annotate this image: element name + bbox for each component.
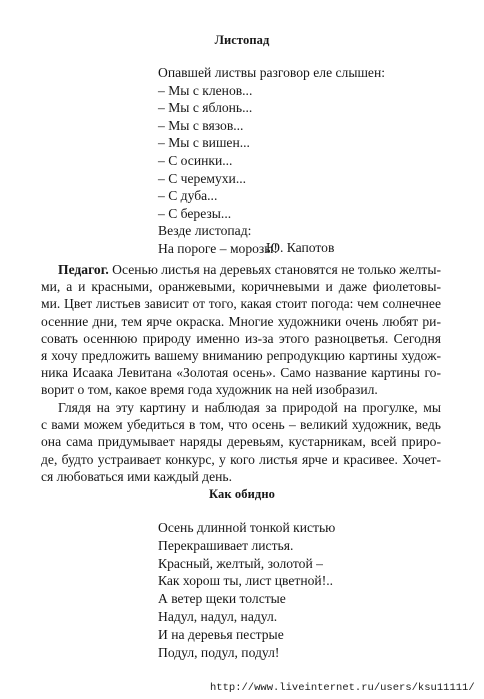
poem-line: Перекрашивает листья.: [158, 537, 294, 553]
poem-line: Подул, подул, подул!: [158, 644, 280, 660]
prose-line: с вами можем убедиться в том, что осень – великий художник, ведь: [41, 417, 441, 433]
poem-line: Осень длинной тонкой кистью: [158, 520, 336, 535]
poem-line: Как хорош ты, лист цветной!..: [158, 573, 334, 589]
prose-line: ся любоваться ими каждый день.: [41, 468, 233, 484]
prose-line: осенние дни, тем ярче окраска. Многие художники очень любят ри-: [41, 313, 441, 329]
prose-line: [41, 261, 441, 278]
poem-line: Красный, желтый, золотой –: [158, 555, 323, 571]
poem-line: Надул, надул, надул.: [158, 608, 278, 624]
prose-line: де, будто устраивает конкурс, у кого листья ярче и красивее. Хочет-: [41, 451, 441, 467]
poem-line: – С березы...: [158, 205, 232, 221]
prose-text: Осенью листья на деревьях становятся не только желты-: [108, 262, 442, 277]
poem-title-listopad: Листопад: [214, 33, 270, 47]
poem-line: – С осинки...: [158, 152, 233, 168]
source-url-watermark: http://www.liveinternet.ru/users/ksu11111/: [210, 682, 475, 694]
poem-line: – С дуба...: [158, 188, 218, 204]
prose-line: она сама придумывает наряды деревьям, кустарникам, всей приро-: [41, 434, 441, 450]
poem-kak-obidno: [158, 519, 335, 661]
poem-line: Опавшей листвы разговор еле слышен:: [158, 65, 386, 80]
prose-line: Глядя на эту картину и наблюдая за природой на прогулке, мы: [58, 400, 441, 415]
prose-line: ми, а и красными, оранжевыми, коричневыми и даже фиолетовы-: [41, 279, 441, 295]
prose-line: совать осеннюю природу именно из-за этого разноцветья. Сегодня: [41, 330, 441, 346]
poem-title-kak-obidno: Как обидно: [209, 487, 275, 501]
teacher-paragraph-2: [41, 399, 441, 485]
prose-line: ми. Цвет листьев зависит от того, какая стоит погода: чем солнечнее: [41, 296, 441, 312]
prose-line: ворит о том, какое время года художник на ней изобразил.: [41, 382, 378, 398]
poem-line: – Мы с яблонь...: [158, 100, 253, 116]
poem-line: Везде листопад:: [158, 223, 252, 239]
poem-listopad: [158, 64, 385, 258]
poem-line: – Мы с кленов...: [158, 82, 253, 98]
poem-line: – Мы с вязов...: [158, 117, 244, 133]
poem-line: – С черемухи...: [158, 170, 247, 186]
poem-line: На пороге – морозы!: [158, 240, 278, 256]
poem-line: – Мы с вишен...: [158, 135, 250, 151]
prose-line: я хочу предложить вашему вниманию репродукцию картины худож-: [41, 348, 441, 364]
teacher-paragraph-1: [41, 261, 441, 399]
poem-author: Ю. Капотов: [266, 240, 335, 255]
speaker-label: Педагог.: [58, 262, 109, 277]
poem-line: И на деревья пестрые: [158, 626, 284, 642]
prose-line: ника Исаака Левитана «Золотая осень». Само название картины го-: [41, 365, 441, 381]
poem-line: А ветер щеки толстые: [158, 591, 286, 607]
